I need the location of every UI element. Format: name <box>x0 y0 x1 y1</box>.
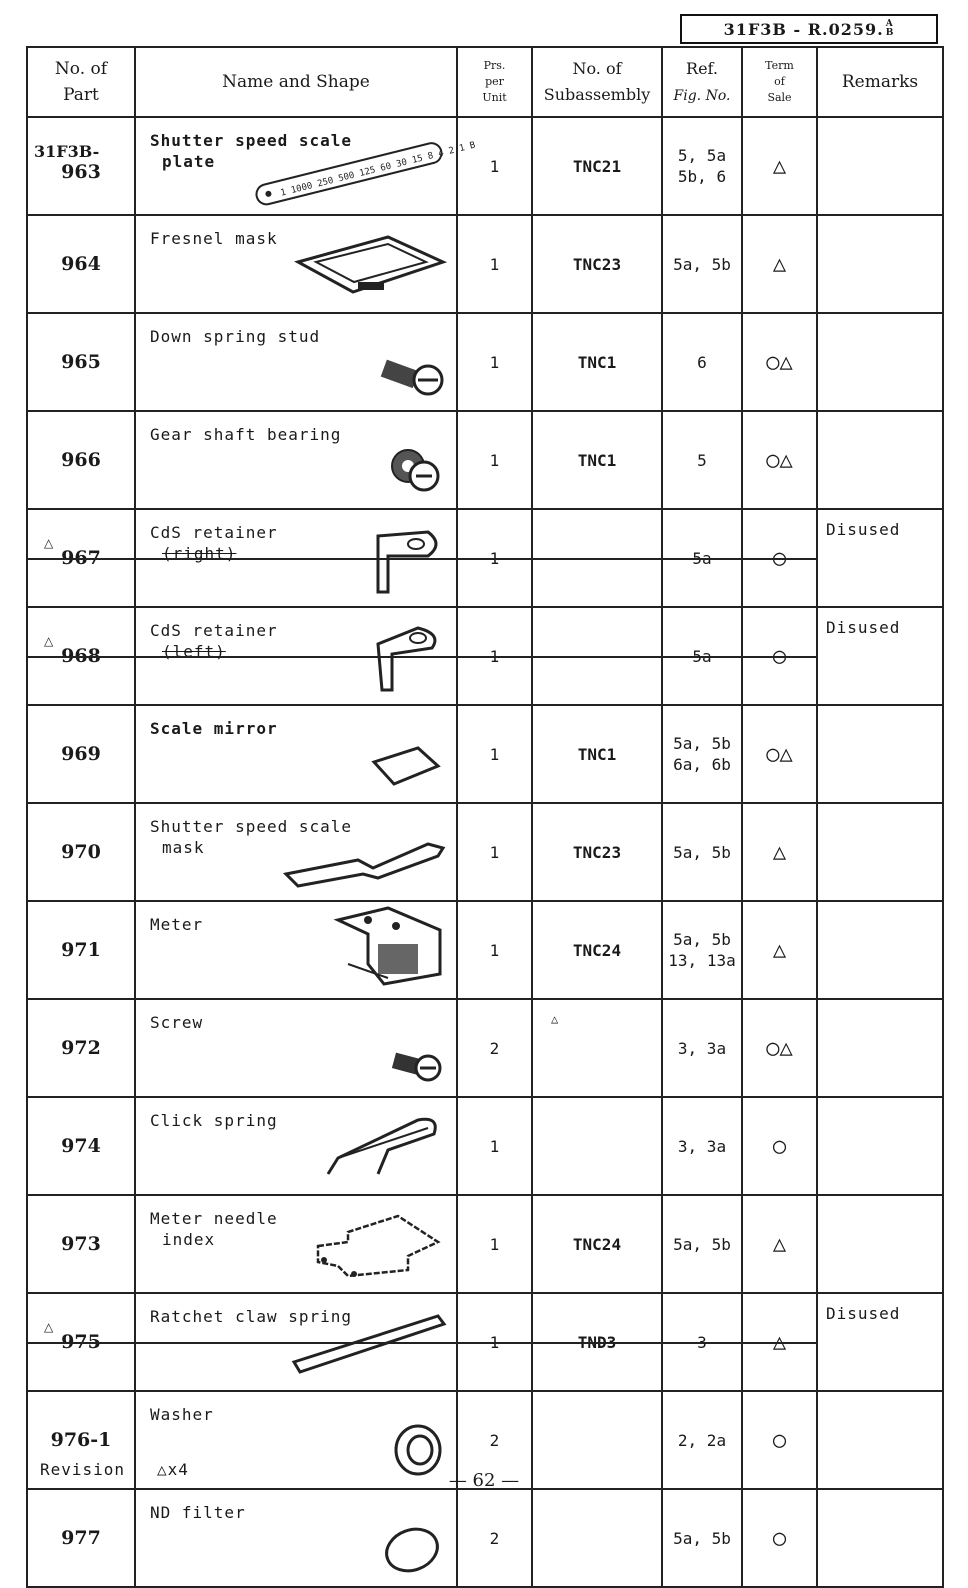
term-of-sale-cell: △ <box>742 901 817 999</box>
ref-fig-cell: 2, 2a <box>662 1391 742 1489</box>
header-subassembly: No. of Subassembly <box>532 47 662 117</box>
subassembly-cell <box>532 411 662 509</box>
part-number-cell <box>27 215 135 313</box>
svg-text:1 1000 250 500 125 60 30 15 8: 1 1000 250 500 125 60 30 15 8 4 2 1 B <box>279 140 477 199</box>
ref-fig-cell: 5, 5a 5b, 6 <box>662 117 742 215</box>
name-shape-cell <box>135 705 457 803</box>
cds-retainer-left-icon <box>358 624 448 698</box>
revision-mark: △ <box>44 536 54 550</box>
remarks-cell <box>817 705 943 803</box>
part-number-cell <box>27 901 135 999</box>
part-name: CdS retainer (left) <box>150 621 278 661</box>
pcs-cell: 1 <box>457 901 532 999</box>
cds-retainer-right-icon <box>358 526 448 600</box>
part-number-cell <box>27 1195 135 1293</box>
pcs-cell: 1 <box>457 705 532 803</box>
subassembly-code: TNC23 <box>572 842 622 862</box>
part-number-cell <box>27 607 135 705</box>
term-of-sale-cell: △ <box>742 215 817 313</box>
part-number: 966 <box>61 449 101 471</box>
filter-icon <box>378 1520 448 1580</box>
ref-fig-cell: 6 <box>662 313 742 411</box>
pcs-cell: 1 <box>457 411 532 509</box>
part-name: Fresnel mask <box>150 229 278 248</box>
subassembly-cell <box>532 1097 662 1195</box>
pcs-cell: 1 <box>457 1293 532 1391</box>
subassembly-cell <box>532 1293 662 1391</box>
meter-icon <box>328 904 448 992</box>
subassembly-code: TNC21 <box>572 156 622 176</box>
strike-line <box>661 656 743 658</box>
part-name: Gear shaft bearing <box>150 425 342 444</box>
part-row <box>27 411 943 509</box>
name-shape-cell <box>135 803 457 901</box>
part-name: Meter needle index <box>150 1209 278 1249</box>
scale-plate-icon <box>248 140 477 208</box>
term-of-sale-cell: △ <box>742 803 817 901</box>
remarks-cell <box>817 1195 943 1293</box>
part-number: 965 <box>61 351 101 373</box>
part-row <box>27 803 943 901</box>
pcs-cell: 1 <box>457 117 532 215</box>
header-pcs: Prs. per Unit <box>457 47 532 117</box>
pcs-cell: 1 <box>457 509 532 607</box>
part-name: Screw <box>150 1013 204 1032</box>
term-of-sale-cell: △ <box>742 1195 817 1293</box>
ref-fig-cell: 5a <box>662 607 742 705</box>
name-shape-cell <box>135 509 457 607</box>
remarks-cell <box>817 117 943 215</box>
remarks-cell: Disused <box>817 1293 943 1391</box>
doc-code: 31F3B <box>723 19 787 39</box>
part-number: 964 <box>61 253 101 275</box>
header-term: Term of Sale <box>742 47 817 117</box>
part-number-cell <box>27 411 135 509</box>
subassembly-code: TNC1 <box>577 352 617 372</box>
revision-mark: △ <box>44 634 54 648</box>
part-number-cell <box>27 705 135 803</box>
part-number: 968 <box>61 645 101 667</box>
strike-line <box>661 558 743 560</box>
strike-line <box>134 558 458 560</box>
subassembly-cell <box>532 509 662 607</box>
part-number: 969 <box>61 743 101 765</box>
strike-line <box>134 656 458 658</box>
pcs-cell: 1 <box>457 803 532 901</box>
part-name: Down spring stud <box>150 327 321 346</box>
ref-fig-cell: 3, 3a <box>662 999 742 1097</box>
part-row <box>27 1489 943 1587</box>
bearing-icon <box>378 438 448 502</box>
remarks-cell <box>817 803 943 901</box>
term-of-sale-cell: ○△ <box>742 999 817 1097</box>
strike-line <box>26 656 136 658</box>
remarks-cell: Disused <box>817 509 943 607</box>
part-row <box>27 509 943 607</box>
header-name-shape: Name and Shape <box>135 47 457 117</box>
scale-mask-icon <box>278 830 448 894</box>
part-number: 967 <box>61 547 101 569</box>
ref-fig-cell: 5a, 5b <box>662 1195 742 1293</box>
doc-sep: - <box>793 19 802 39</box>
header-remarks: Remarks <box>817 47 943 117</box>
part-name: Meter <box>150 915 204 934</box>
part-name: Shutter speed scale mask <box>150 817 353 857</box>
part-number-cell <box>27 1293 135 1391</box>
strike-line <box>741 1342 818 1344</box>
name-shape-cell <box>135 901 457 999</box>
part-number-cell <box>27 509 135 607</box>
claw-spring-icon <box>288 1310 448 1384</box>
part-number-cell <box>27 803 135 901</box>
part-number: 977 <box>61 1527 101 1549</box>
remarks-cell: Disused <box>817 607 943 705</box>
pcs-cell: 1 <box>457 1097 532 1195</box>
subassembly-code: TND3 <box>577 1332 617 1352</box>
pcs-cell: 2 <box>457 1391 532 1489</box>
strike-line <box>741 656 818 658</box>
name-shape-cell <box>135 313 457 411</box>
header-part-no: No. of Part <box>27 47 135 117</box>
header-ref: Ref. Fig. No. <box>662 47 742 117</box>
term-of-sale-cell: △ <box>742 117 817 215</box>
strike-line <box>26 558 136 560</box>
part-name: CdS retainer (right) <box>150 523 278 563</box>
strike-line <box>531 1342 663 1344</box>
part-row <box>27 1195 943 1293</box>
stud-icon <box>378 350 448 404</box>
strike-line <box>661 1342 743 1344</box>
name-shape-cell <box>135 1489 457 1587</box>
remarks-cell <box>817 411 943 509</box>
name-shape-cell <box>135 117 477 215</box>
part-row <box>27 1293 943 1391</box>
part-number-cell <box>27 1489 135 1587</box>
header-row <box>27 47 943 117</box>
name-shape-cell <box>135 215 457 313</box>
strike-line <box>741 558 818 560</box>
subassembly-cell <box>532 117 662 215</box>
pcs-cell: 1 <box>457 607 532 705</box>
revision-mark: △ <box>551 1012 559 1026</box>
screw-icon <box>388 1042 448 1090</box>
part-number: 974 <box>61 1135 101 1157</box>
pcs-cell: 2 <box>457 1489 532 1587</box>
name-shape-cell <box>135 1293 457 1391</box>
ref-fig-cell: 5 <box>662 411 742 509</box>
ref-fig-cell: 5a, 5b 6a, 6b <box>662 705 742 803</box>
page-number: — 62 — <box>448 1470 520 1491</box>
term-of-sale-cell: △ <box>742 1293 817 1391</box>
part-number: 971 <box>61 939 101 961</box>
part-number: 976-1 <box>50 1429 112 1451</box>
ref-fig-cell: 5a, 5b <box>662 215 742 313</box>
part-row <box>27 607 943 705</box>
ref-fig-cell: 5a, 5b <box>662 803 742 901</box>
revision-note: Revision △x4 <box>40 1460 189 1479</box>
part-name: Washer <box>150 1405 214 1424</box>
name-shape-cell <box>135 607 457 705</box>
subassembly-cell <box>532 313 662 411</box>
subassembly-cell <box>532 1489 662 1587</box>
ref-fig-cell: 5a <box>662 509 742 607</box>
strike-line <box>134 1342 458 1344</box>
term-of-sale-cell: ○△ <box>742 411 817 509</box>
part-name: Ratchet claw spring <box>150 1307 353 1326</box>
part-name: Shutter speed scale plate <box>150 131 353 171</box>
part-number: 973 <box>61 1233 101 1255</box>
doc-revision-letters: A B <box>885 19 895 38</box>
subassembly-code: TNC24 <box>572 1234 622 1254</box>
strike-line <box>26 1342 136 1344</box>
name-shape-cell <box>135 999 457 1097</box>
strike-line <box>456 656 533 658</box>
subassembly-code: TNC1 <box>577 744 617 764</box>
part-row <box>27 901 943 999</box>
part-prefix: 31F3B- <box>34 141 100 161</box>
remarks-cell <box>817 999 943 1097</box>
part-row <box>27 1097 943 1195</box>
part-number-cell <box>27 117 135 215</box>
part-number: 970 <box>61 841 101 863</box>
name-shape-cell <box>135 1195 457 1293</box>
part-name: Scale mirror <box>150 719 278 738</box>
strike-line <box>531 558 663 560</box>
part-row <box>27 215 943 313</box>
document-reference <box>680 14 938 44</box>
ref-fig-cell: 5a, 5b <box>662 1489 742 1587</box>
subassembly-cell <box>532 803 662 901</box>
term-of-sale-cell: ○ <box>742 1097 817 1195</box>
term-of-sale-cell: ○ <box>742 1391 817 1489</box>
subassembly-code: TNC1 <box>577 450 617 470</box>
part-number-cell <box>27 1097 135 1195</box>
pcs-cell: 1 <box>457 1195 532 1293</box>
ref-fig-cell: 3, 3a <box>662 1097 742 1195</box>
subassembly-cell <box>532 901 662 999</box>
pcs-cell: 1 <box>457 215 532 313</box>
strike-line <box>456 1342 533 1344</box>
remarks-cell <box>817 901 943 999</box>
strike-line <box>531 656 663 658</box>
strike-line <box>456 558 533 560</box>
part-name: ND filter <box>150 1503 246 1522</box>
remarks-cell <box>817 1097 943 1195</box>
ref-fig-cell: 5a, 5b 13, 13a <box>662 901 742 999</box>
subassembly-code: TNC24 <box>572 940 622 960</box>
part-number: 972 <box>61 1037 101 1059</box>
pcs-cell: 2 <box>457 999 532 1097</box>
part-row <box>27 117 943 215</box>
fresnel-mask-icon <box>288 232 448 306</box>
part-row <box>27 313 943 411</box>
part-name: Click spring <box>150 1111 278 1130</box>
part-row <box>27 705 943 803</box>
parts-table <box>26 46 944 1588</box>
remarks-cell <box>817 215 943 313</box>
term-of-sale-cell: ○△ <box>742 313 817 411</box>
name-shape-cell <box>135 1097 457 1195</box>
subassembly-code: TNC23 <box>572 254 622 274</box>
doc-number: R.0259. <box>807 19 884 39</box>
remarks-cell <box>817 1489 943 1587</box>
click-spring-icon <box>318 1114 448 1188</box>
name-shape-cell <box>135 411 457 509</box>
part-row <box>27 999 943 1097</box>
part-number-cell <box>27 999 135 1097</box>
pcs-cell: 1 <box>457 313 532 411</box>
part-number-cell <box>27 313 135 411</box>
subassembly-cell <box>532 1195 662 1293</box>
subassembly-cell <box>532 705 662 803</box>
subassembly-cell <box>532 607 662 705</box>
mirror-icon <box>368 742 448 796</box>
needle-index-icon <box>308 1212 448 1286</box>
part-number: 963 <box>61 160 101 183</box>
term-of-sale-cell: ○ <box>742 607 817 705</box>
part-number: 975 <box>61 1331 101 1353</box>
remarks-cell <box>817 313 943 411</box>
term-of-sale-cell: ○ <box>742 509 817 607</box>
subassembly-cell <box>532 999 662 1097</box>
subassembly-cell <box>532 215 662 313</box>
revision-mark: △ <box>44 1320 54 1334</box>
term-of-sale-cell: ○△ <box>742 705 817 803</box>
term-of-sale-cell: ○ <box>742 1489 817 1587</box>
ref-fig-cell: 3 <box>662 1293 742 1391</box>
